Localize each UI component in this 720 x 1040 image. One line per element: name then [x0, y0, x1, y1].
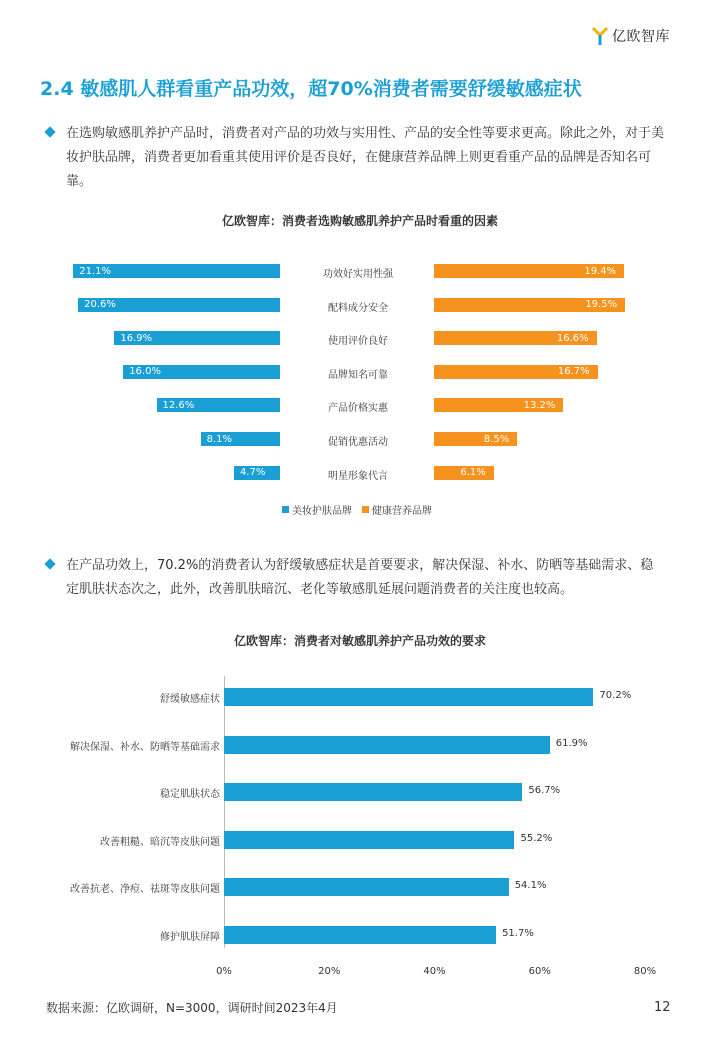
legend-item-health — [362, 502, 432, 517]
bar-health: 6.1% — [434, 466, 494, 480]
x-tick-label: 0% — [216, 966, 232, 977]
x-tick-label: 60% — [528, 966, 551, 977]
value-label: 70.2% — [599, 690, 632, 701]
legend-swatch-blue — [282, 506, 289, 513]
bar — [224, 926, 496, 944]
category-label: 产品价格实惠 — [328, 403, 388, 415]
category-label: 改善粗糙、暗沉等皮肤问题 — [100, 836, 220, 848]
category-label: 品牌知名可靠 — [328, 369, 388, 381]
chart1-title: 亿欧智库：消费者选购敏感肌养护产品时看重的因素 — [221, 214, 498, 228]
paragraph-1-text: 在选购敏感肌养护产品时，消费者对产品的功效与实用性、产品的安全性等要求更高。除此之外，对于美妆护肤品牌，消费者更加看重其使用评价是否良好，在健康营养品牌上则更看重产品的品牌是否知名可靠。 — [66, 126, 665, 189]
diamond-bullet-icon — [44, 558, 55, 569]
bar-health: 16.6% — [434, 331, 597, 345]
value-label: 51.7% — [502, 928, 534, 939]
category-label: 配料成分安全 — [328, 302, 388, 314]
bar-beauty: 4.7% — [234, 466, 280, 480]
bar — [224, 736, 550, 754]
chart2-title: 亿欧智库：消费者对敏感肌养护产品功效的要求 — [233, 634, 486, 648]
legend-item-beauty — [282, 502, 352, 517]
legend-label-health: 健康营养品牌 — [372, 506, 432, 517]
paragraph-2-text: 在产品功效上，70.2%的消费者认为舒缓敏感症状是首要要求，解决保湿、补水、防晒等基础需求、稳定肌肤状态次之，此外，改善肌肤暗沉、老化等敏感肌延展问题消费者的关注度也较高。 — [66, 558, 654, 597]
category-label: 使用评价良好 — [328, 336, 388, 348]
value-label: 54.1% — [514, 880, 547, 892]
category-label: 促销优惠活动 — [328, 437, 388, 448]
logo-icon — [592, 26, 608, 46]
bar-health: 19.4% — [434, 264, 624, 278]
diamond-bullet-icon — [44, 126, 55, 137]
category-label: 舒缓敏感症状 — [160, 694, 220, 705]
bar — [224, 783, 522, 801]
bar-health: 13.2% — [434, 398, 563, 412]
bar-health: 16.7% — [434, 365, 598, 379]
bar — [224, 878, 509, 896]
category-label: 功效好实用性强 — [323, 269, 393, 280]
value-label: 61.9% — [555, 737, 588, 749]
category-label: 稳定肌肤状态 — [160, 789, 220, 801]
bar-beauty: 21.1% — [73, 264, 280, 278]
x-tick-label: 20% — [318, 966, 341, 977]
data-source: 数据来源：亿欧调研，N=3000，调研时间2023年4月 — [46, 1001, 338, 1015]
category-label: 解决保湿、补水、防晒等基础需求 — [70, 741, 220, 753]
page-heading: 2.4 敏感肌人群看重产品功效，超70%消费者需要舒缓敏感症状 — [40, 78, 582, 100]
category-label: 修护肌肤屏障 — [160, 932, 220, 943]
legend-swatch-orange — [362, 506, 369, 513]
value-label: 56.7% — [528, 785, 561, 797]
bar-beauty: 20.6% — [78, 298, 280, 312]
category-label: 明星形象代言 — [328, 470, 388, 482]
paragraph-2 — [46, 554, 666, 602]
bar-beauty: 16.9% — [114, 331, 280, 345]
legend-label-beauty: 美妆护肤品牌 — [292, 506, 352, 517]
bar-health: 8.5% — [434, 432, 517, 446]
logo-text: 亿欧智库 — [612, 29, 670, 45]
logo — [592, 26, 670, 46]
paragraph-1 — [46, 122, 666, 194]
bar — [224, 688, 593, 706]
page-number: 12 — [654, 1000, 671, 1015]
bar-beauty: 8.1% — [201, 432, 280, 446]
bar-health: 19.5% — [434, 298, 625, 312]
chart1-legend — [282, 502, 442, 517]
value-label: 55.2% — [520, 832, 553, 844]
x-tick-label: 40% — [423, 966, 446, 977]
category-label: 改善抗老、净痘、祛斑等皮肤问题 — [70, 884, 220, 896]
bar-beauty: 16.0% — [123, 365, 280, 379]
bar — [224, 831, 514, 849]
chart2-axis-line — [224, 676, 225, 948]
x-tick-label: 80% — [633, 966, 657, 977]
bar-beauty: 12.6% — [157, 398, 280, 412]
